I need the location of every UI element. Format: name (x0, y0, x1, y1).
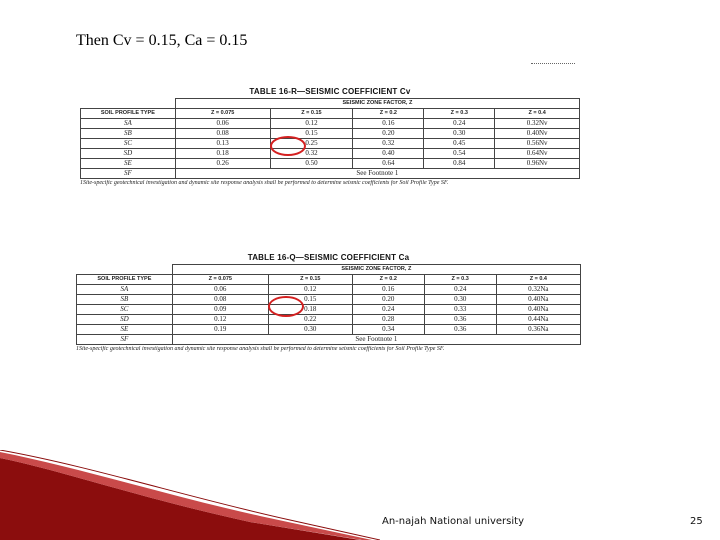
soil-type: SC (81, 139, 176, 149)
table-row (81, 119, 580, 129)
cell: 0.12 (172, 315, 268, 325)
table-row (77, 295, 581, 305)
cell: 0.32Nv (495, 119, 580, 129)
table-title: TABLE 16-Q—SEISMIC COEFFICIENT Ca (247, 253, 410, 262)
cell: 0.06 (175, 119, 270, 129)
cell: 0.18 (175, 149, 270, 159)
cell: 0.18 (268, 305, 352, 315)
soil-type: SB (81, 129, 176, 139)
z-header: Z = 0.075 (175, 109, 270, 119)
cell: 0.40 (353, 149, 424, 159)
cell: 0.40Na (496, 295, 580, 305)
cell: 0.12 (270, 119, 353, 129)
cell: 0.22 (268, 315, 352, 325)
soil-profile-header: SOIL PROFILE TYPE (77, 275, 173, 285)
z-header: Z = 0.2 (352, 275, 424, 285)
cell: 0.36 (424, 315, 496, 325)
z-header: Z = 0.15 (268, 275, 352, 285)
highlight-circle-cv (270, 136, 306, 156)
cell: 0.16 (353, 119, 424, 129)
cell: 0.16 (352, 285, 424, 295)
soil-type: SD (77, 315, 173, 325)
cell: 0.34 (352, 325, 424, 335)
table-row (81, 139, 580, 149)
blank-header-cell (81, 99, 176, 109)
cell: 0.20 (352, 295, 424, 305)
z-header: Z = 0.4 (495, 109, 580, 119)
z-header: Z = 0.2 (353, 109, 424, 119)
cell: 0.44Na (496, 315, 580, 325)
table-row (77, 305, 581, 315)
highlight-circle-ca (268, 296, 304, 317)
table-row (77, 335, 581, 345)
cell: 0.64Nv (495, 149, 580, 159)
table-row (81, 129, 580, 139)
cell: 0.56Nv (495, 139, 580, 149)
cell: 0.64 (353, 159, 424, 169)
table-row (81, 169, 580, 179)
z-header: Z = 0.4 (496, 275, 580, 285)
soil-type: SE (77, 325, 173, 335)
cell: 0.30 (424, 295, 496, 305)
cell: 0.32 (270, 149, 353, 159)
cell: 0.25 (270, 139, 353, 149)
table-row (81, 149, 580, 159)
cell: 0.08 (172, 295, 268, 305)
table-row (77, 285, 581, 295)
table-footnote: 1Site-specific geotechnical investigation and dynamic site response analysis shall be performed to determine seismic coefficients for Soil Profile Type SF. (80, 180, 449, 186)
cell: 0.08 (175, 129, 270, 139)
cell: 0.24 (424, 119, 495, 129)
cell: 0.06 (172, 285, 268, 295)
cell: 0.12 (268, 285, 352, 295)
decorative-wave (0, 450, 380, 540)
soil-type: SB (77, 295, 173, 305)
cell: 0.30 (268, 325, 352, 335)
cell: 0.33 (424, 305, 496, 315)
faint-page-mark (531, 63, 575, 68)
cell: 0.54 (424, 149, 495, 159)
table-row (81, 159, 580, 169)
blank-header-cell (77, 265, 173, 275)
cell: 0.28 (352, 315, 424, 325)
soil-type: SF (81, 169, 176, 179)
page-number: 25 (690, 516, 703, 527)
cell: 0.24 (424, 285, 496, 295)
cell: 0.20 (353, 129, 424, 139)
footnote-ref: See Footnote 1 (175, 169, 579, 179)
z-header: Z = 0.3 (424, 109, 495, 119)
cell: 0.13 (175, 139, 270, 149)
cell: 0.40Nv (495, 129, 580, 139)
soil-type: SA (77, 285, 173, 295)
cell: 0.36Na (496, 325, 580, 335)
cell: 0.40Na (496, 305, 580, 315)
cell: 0.24 (352, 305, 424, 315)
table-row (77, 315, 581, 325)
soil-profile-header: SOIL PROFILE TYPE (81, 109, 176, 119)
seismic-table-cv (80, 98, 580, 179)
soil-type: SD (81, 149, 176, 159)
cell: 0.30 (424, 129, 495, 139)
cell: 0.32 (353, 139, 424, 149)
z-header: Z = 0.3 (424, 275, 496, 285)
table-16q (76, 252, 581, 352)
cell: 0.36 (424, 325, 496, 335)
zone-header: SEISMIC ZONE FACTOR, Z (175, 99, 579, 109)
cell: 0.96Nv (495, 159, 580, 169)
cell: 0.26 (175, 159, 270, 169)
slide-heading: Then Cv = 0.15, Ca = 0.15 (76, 32, 248, 49)
cell: 0.19 (172, 325, 268, 335)
table-row (77, 325, 581, 335)
cell-highlighted: 0.15 (268, 295, 352, 305)
z-header: Z = 0.15 (270, 109, 353, 119)
institution-footer: An-najah National university (382, 516, 524, 527)
footnote-ref: See Footnote 1 (172, 335, 580, 345)
soil-type: SF (77, 335, 173, 345)
table-footnote: 1Site-specific geotechnical investigation and dynamic site response analysis shall be performed to determine seismic coefficients for Soil Profile Type SF. (76, 346, 445, 352)
cell-highlighted: 0.15 (270, 129, 353, 139)
table-title: TABLE 16-R—SEISMIC COEFFICIENT Cv (249, 87, 411, 96)
cell: 0.84 (424, 159, 495, 169)
cell: 0.09 (172, 305, 268, 315)
z-header: Z = 0.075 (172, 275, 268, 285)
seismic-table-ca (76, 264, 581, 345)
soil-type: SE (81, 159, 176, 169)
table-16r (80, 86, 580, 186)
cell: 0.32Na (496, 285, 580, 295)
cell: 0.45 (424, 139, 495, 149)
soil-type: SA (81, 119, 176, 129)
zone-header: SEISMIC ZONE FACTOR, Z (172, 265, 580, 275)
cell: 0.50 (270, 159, 353, 169)
soil-type: SC (77, 305, 173, 315)
